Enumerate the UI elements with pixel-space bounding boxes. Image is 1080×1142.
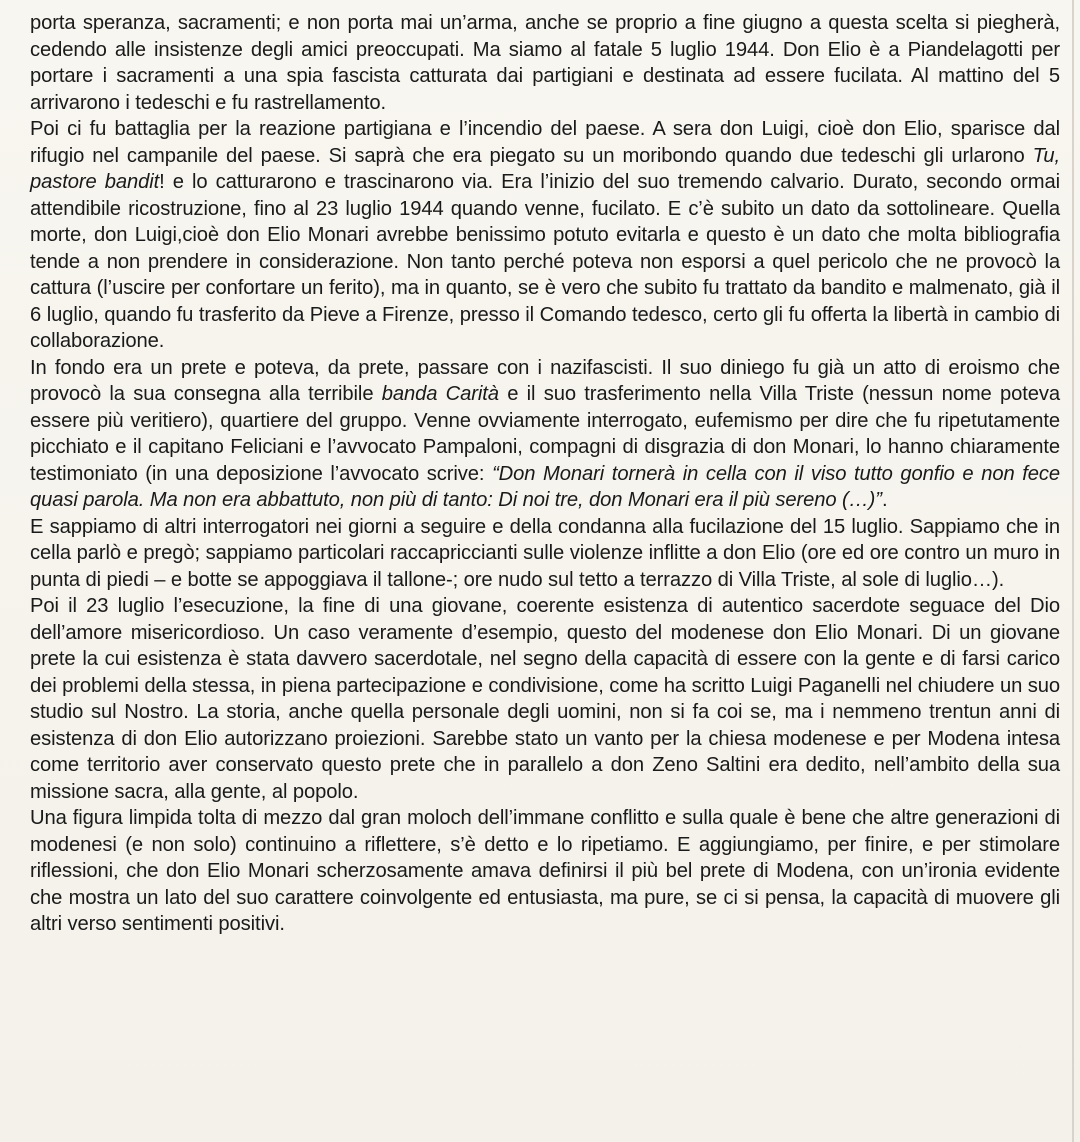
paragraph-2 (30, 116, 1060, 355)
paragraph-2-text-b: ! e lo catturarono e trascinarono via. Era l’inizio del suo tremendo calvario. Durato, secondo ormai attendibile ricostruzione, fino al 23 luglio 1944 quando venne, fucilato. E c’è subito un dato da sottolineare. Quella morte, don Luigi,cioè don Elio Monari avrebbe benissimo potuto evitarla e questo è un dato che molta bibliografia tende a non prendere in considerazione. Non tanto perché poteva non esporsi a quel pericolo che ne provocò la cattura (l’uscire per confortare un ferito), ma in quanto, se è vero che subito fu trattato da bandito e malmenato, già il 6 luglio, quando fu trasferito da Pieve a Firenze, presso il Comando tedesco, certo gli fu offerta la libertà in cambio di collaborazione. (30, 171, 1061, 352)
paragraph-4-text: E sappiamo di altri interrogatori nei giorni a seguire e della condanna alla fucilazione del 15 luglio. Sappiamo che in cella parlò e pregò; sappiamo particolari raccapriccianti sulle violenze inflitte a don Elio (ore ed ore contro un muro in punta di piedi – e botte se appoggiava il tallone-; ore nudo sul tetto a terrazzo di Villa Triste, al sole di luglio…). (30, 515, 1060, 591)
paragraph-3-text-b: e il suo trasferimento nella Villa Triste (nessun nome poteva essere più veritiero), quartiere del gruppo. Venne ovviamente interrogato, eufemismo per dire che fu ripetutamente picchiato e il capitano Feliciani e l’avvocato Pampaloni, compagni di disgrazia di don Monari, lo hanno chiaramente testimoniato (in una deposizione l’avvocato scrive: (30, 383, 1060, 485)
paragraph-1-text: porta speranza, sacramenti; e non porta mai un’arma, anche se proprio a fine giugno a questa scelta si piegherà, cedendo alle insistenze degli amici preoccupati. Ma siamo al fatale 5 luglio 1944. Don Elio è a Piandelagotti per portare i sacramenti a una spia fascista catturata dai partigiani e destinata ad essere fucilata. Al mattino del 5 arrivarono i tedeschi e fu rastrellamento. (30, 12, 1060, 114)
paragraph-5 (30, 593, 1060, 805)
paragraph-5-text: Poi il 23 luglio l’esecuzione, la fine di una giovane, coerente esistenza di autentico sacerdote seguace del Dio dell’amore misericordioso. Un caso veramente d’esempio, questo del modenese don Elio Monari. Di un giovane prete la cui esistenza è stata davvero sacerdotale, nel segno della capacità di essere con la gente e di farsi carico dei problemi della stessa, in piena partecipazione e condivisione, come ha scritto Luigi Paganelli nel chiudere un suo studio sul Nostro. La storia, anche quella personale degli uomini, non si fa coi se, ma i nemmeno trentun anni di esistenza di don Elio autorizzano proiezioni. Sarebbe stato un vanto per la chiesa modenese e per Modena intesa come territorio aver conservato questo prete che in parallelo a don Zeno Saltini era dedito, nell’ambito della sua missione sacra, alla gente, al popolo. (30, 595, 1060, 803)
paragraph-1 (30, 10, 1060, 116)
paragraph-3-text-a: In fondo era un prete e poteva, da prete, passare con i nazifascisti. Il suo diniego fu già un atto di eroismo che provocò la sua consegna alla terribile (30, 356, 1060, 405)
scan-edge-line (1072, 0, 1074, 1142)
paragraph-6 (30, 805, 1060, 938)
paragraph-3-text-c: . (881, 489, 888, 511)
paragraph-2-italic-quote: Tu, pastore bandit (30, 144, 1060, 193)
paragraph-4 (30, 514, 1060, 594)
paragraph-2-text-a: Poi ci fu battaglia per la reazione partigiana e l’incendio del paese. A sera don Luigi, cioè don Elio, sparisce dal rifugio nel campanile del paese. Si saprà che era piegato su un moribondo quando due tedeschi gli urlarono (30, 118, 1060, 167)
paragraph-6-text: Una figura limpida tolta di mezzo dal gran moloch dell’immane conflitto e sulla quale è bene che altre generazioni di modenesi (e non solo) continuino a riflettere, s’è detto e lo ripetiamo. E aggiungiamo, per finire, e per stimolare riflessioni, che don Elio Monari scherzosamente amava definirsi il più bel prete di Modena, con un’ironia evidente che mostra un lato del suo carattere coinvolgente ed entusiasta, ma pure, se ci si pensa, la capacità di muovere gli altri verso sentimenti positivi. (30, 807, 1060, 935)
paragraph-3 (30, 355, 1060, 514)
paragraph-3-italic-quote: “Don Monari tornerà in cella con il viso tutto gonfio e non fece quasi parola. Ma non era abbattuto, non più di tanto: Di noi tre, don Monari era il più sereno (…)” (30, 462, 1060, 511)
article-body (30, 10, 1060, 938)
paragraph-3-italic-name: banda Carità (381, 383, 499, 405)
